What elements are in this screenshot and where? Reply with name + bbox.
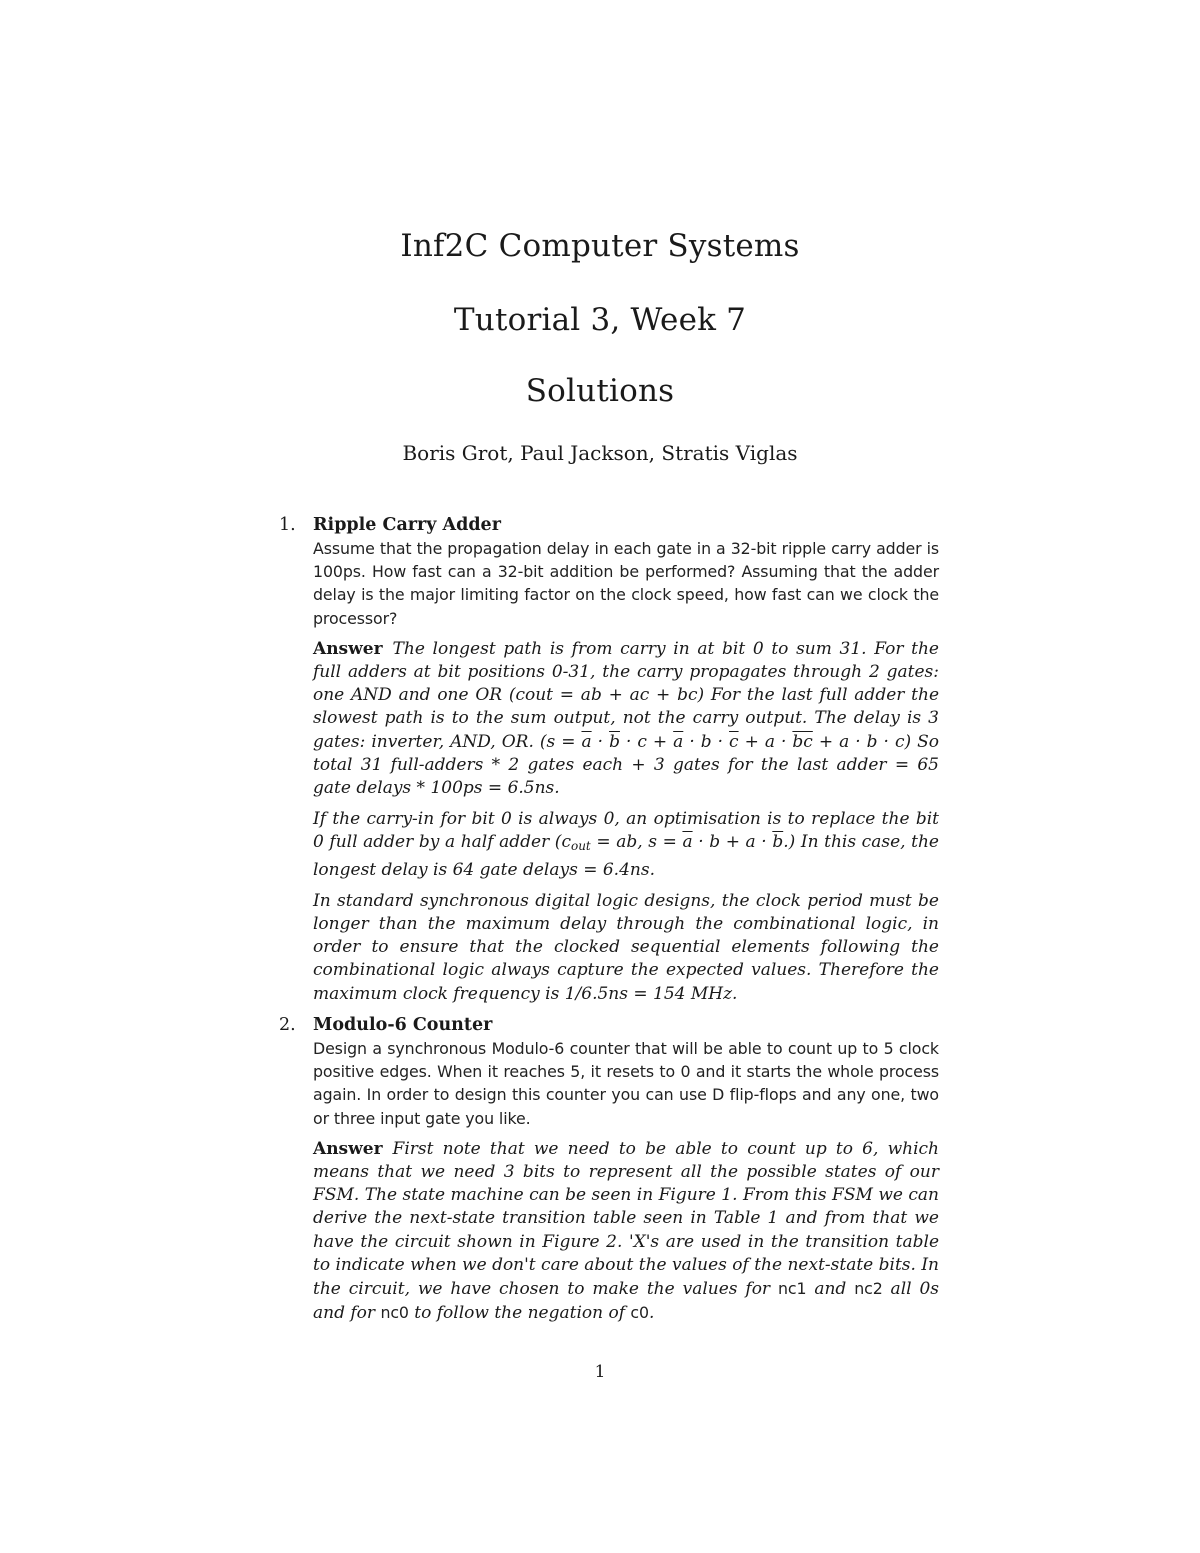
solutions-heading: Solutions [525,373,675,409]
answer-label: Answer [313,1138,383,1159]
answer-label: Answer [313,638,383,659]
tutorial-subtitle: Tutorial 3, Week 7 [453,302,747,338]
question-text: Design a synchronous Modulo-6 counter that will be able to count up to 5 clock positive edges. When it reaches 5, it resets to 0 and it starts the whole process again. In order to design this counter you can use D flip-flops and any one, two or three input gate you like. [313,1039,939,1128]
question-number: 2. [279,1015,296,1035]
answer-text: and [806,1279,855,1300]
page-number: 1 [594,1362,606,1382]
signal-name: nc1 [777,1279,807,1299]
sum-equation: $\overline{a} \cdot \overline{b} \cdot c + \overline{a} \cdot b \cdot \overline{c} + a \cdot \overline{bc} + a \cdot b \cdot c$) [581,731,912,752]
answer-paragraph [313,638,939,800]
authors-line: Boris Grot, Paul Jackson, Stratis Viglas [402,441,798,465]
answer-text: . [648,1303,655,1324]
answer-paragraph [313,1138,939,1326]
question-heading: Modulo-6 Counter [313,1015,493,1035]
answer-text: So total 31 full-adders * 2 gates each + 3 gates for the last adder = 65 gate delays * 100ps = 6.5ns. [313,731,939,799]
answer-text: = ab, s = [590,832,683,853]
question-modulo6-counter [279,1014,939,1333]
half-adder-equation: $\overline{a} \cdot b + a \cdot \overline{b}$.) [682,832,796,853]
question-body [313,514,939,1006]
answer-text: In this case, the longest delay is 64 gate delays = 6.4ns. [313,832,939,880]
signal-name: c0 [630,1303,649,1323]
question-number: 1. [279,515,296,535]
subscript-out: out [570,839,591,854]
answer-paragraph: In standard synchronous digital logic designs, the clock period must be longer than the maximum delay through the combinational logic, in order to ensure that the clocked sequential elements following the combinational logic always capture the expected values. Therefore the maximum clock frequency is 1/6.5ns = 154 MHz. [313,890,939,1004]
signal-name: nc2 [854,1279,883,1299]
answer-text: The longest path is from carry in at bit 0 to sum 31. For the full adders at bit positions 0-31, the carry propagates through 2 gates: one AND and one OR (cout = ab + ac + bc) For the last full adder the slowest path is to the sum output, not the carry output. The delay is 3 gates: inverter, AND, OR. (s = [313,638,939,752]
signal-name: nc0 [380,1303,409,1323]
question-body [313,1014,939,1325]
document-title: Inf2C Computer Systems [400,228,800,264]
question-text: Assume that the propagation delay in each gate in a 32-bit ripple carry adder is 100ps. How fast can a 32-bit addition be performed? Assuming that the adder delay is the major limiting factor on the clock speed, how fast can we clock the processor? [313,539,939,628]
question-ripple-carry-adder [279,514,939,1014]
question-heading: Ripple Carry Adder [313,515,501,535]
answer-text: If the carry-in for bit 0 is always 0, an optimisation is to replace the bit 0 full adder by a half adder (c [313,809,939,853]
answer-text: to follow the negation of [408,1303,631,1324]
answer-paragraph [313,808,939,882]
answer-text: all 0s and for [313,1279,940,1324]
answer-text: First note that we need to be able to count up to 6, which means that we need 3 bits to represent all the possible states of our FSM. The state machine can be seen in Figure 1. From this FSM we can derive the next-state transition table seen in Table 1 and from that we have the circuit shown in Figure 2. 'X's are used in the transition table to indicate when we don't care about the values of the next-state bits. In the circuit, we have chosen to make the values for [313,1138,939,1300]
